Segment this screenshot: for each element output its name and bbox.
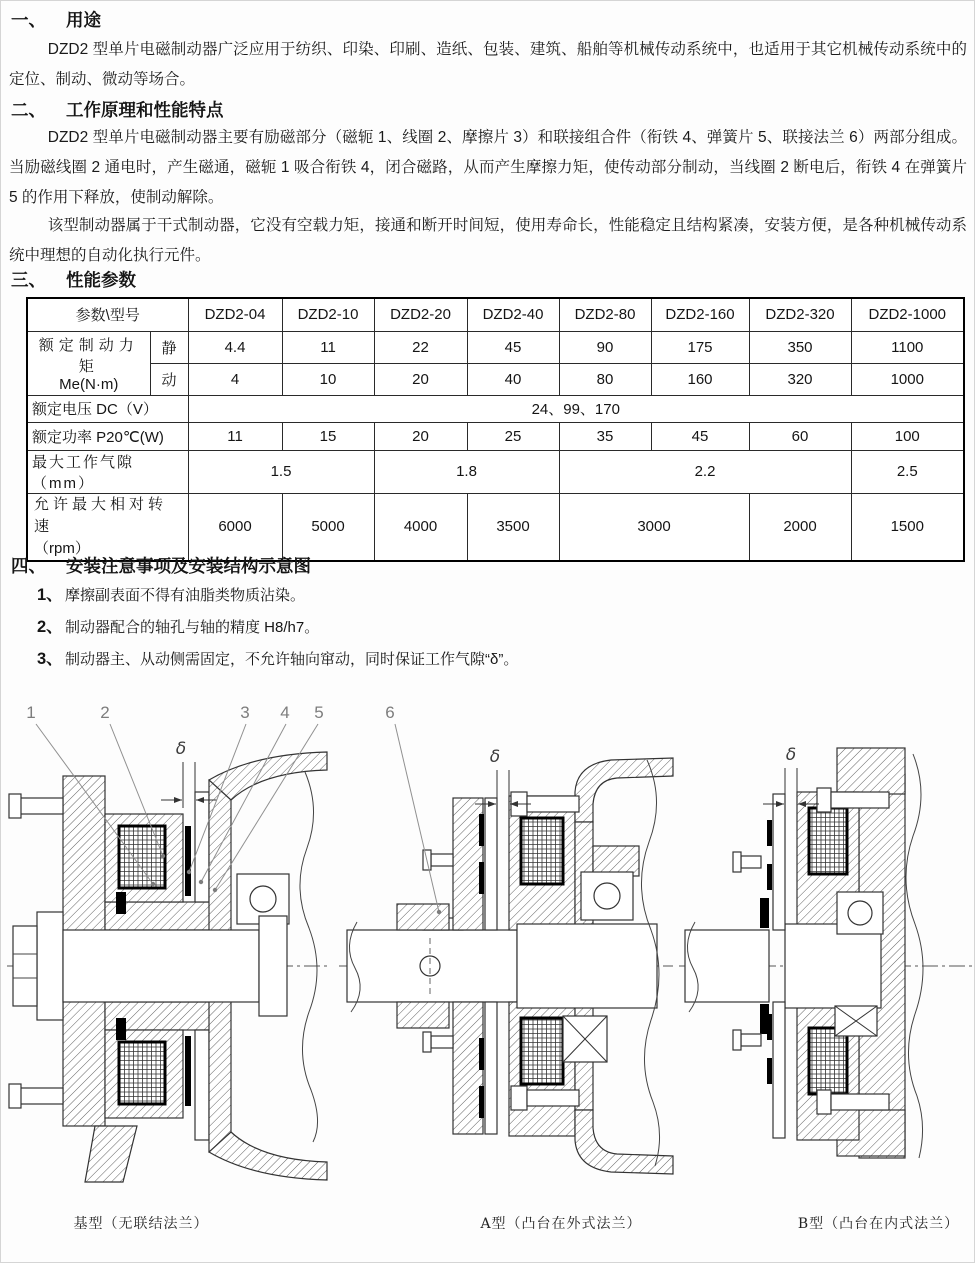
section-2-title: 工作原理和性能特点 [66, 100, 224, 120]
bolt-head [511, 1086, 527, 1110]
hub [517, 924, 657, 1008]
coil [119, 826, 165, 888]
friction-disc [767, 864, 772, 890]
section-2-heading [11, 97, 224, 122]
note-2-text: 制动器配合的轴孔与轴的精度 H8/h7。 [65, 619, 320, 636]
note-1-number: 1、 [37, 586, 63, 604]
voltage-row-label: 额定电压 DC（V） [27, 395, 188, 422]
power-value: 11 [188, 422, 282, 450]
leader-number-2: 2 [100, 703, 110, 722]
model-header: DZD2-40 [467, 298, 559, 331]
bolt [19, 1088, 63, 1104]
power-row-label: 额定功率 P20℃(W) [27, 422, 188, 450]
bolt [527, 1090, 579, 1106]
friction-disc [479, 1038, 484, 1070]
model-header: DZD2-160 [651, 298, 749, 331]
armature-plate [773, 1002, 785, 1138]
section-1-paragraph: DZD2 型单片电磁制动器广泛应用于纺织、印染、印刷、造纸、包装、建筑、船舶等机械传动系统中，也适用于其它机械传动系统中的定位、制动、微动等场合。 [9, 41, 967, 88]
speed-value: 4000 [374, 493, 467, 561]
dynamic-torque-value: 1000 [851, 363, 964, 395]
armature-plate [195, 792, 209, 902]
torque-label-line1: 额定制动力矩 [38, 336, 139, 375]
leader-number-5: 5 [314, 703, 324, 722]
bell-housing-top [575, 758, 673, 822]
speed-label-line1: 允许最大相对转速 [34, 495, 168, 535]
coupling-flange [453, 798, 483, 930]
bearing-ball [848, 901, 872, 925]
bolt [19, 798, 63, 814]
gap-row-label: 最大工作气隙（mm） [27, 450, 188, 493]
bolt [831, 1094, 889, 1110]
power-value: 25 [467, 422, 559, 450]
screw [741, 1034, 761, 1046]
screw [741, 856, 761, 868]
model-header: DZD2-1000 [851, 298, 964, 331]
model-header: DZD2-04 [188, 298, 282, 331]
screw [431, 1036, 453, 1048]
screw-head [423, 1032, 431, 1052]
break-line [906, 754, 923, 1158]
coil [521, 1018, 563, 1084]
coil [521, 818, 563, 884]
caption-a-type: A型（凸台在外式法兰） [480, 1216, 642, 1232]
friction-disc [185, 826, 191, 896]
install-note-2 [37, 613, 319, 637]
dynamic-torque-value: 80 [559, 363, 651, 395]
static-torque-value: 90 [559, 331, 651, 363]
shaft-collar [259, 916, 287, 1016]
section-4-title: 安装注意事项及安装结构示意图 [66, 556, 311, 576]
leader-number-6: 6 [385, 703, 395, 722]
note-3-text: 制动器主、从动侧需固定，不允许轴向窜动，同时保证工作气隙“δ”。 [65, 651, 519, 668]
bolt [831, 792, 889, 808]
dynamic-torque-value: 320 [749, 363, 851, 395]
section-2-paragraph-1: DZD2 型单片电磁制动器主要有励磁部分（磁轭 1、线圈 2、摩擦片 3）和联接组合件（衔铁 4、弹簧片 5、联接法兰 6）两部分组成。当励磁线圈 2 通电时，产生磁通，磁轭 1 吸合衔铁 4，闭合磁路，从而产生摩擦力矩，使传动部分制动，当线圈 2 断电后，衔铁 4 在弹簧片 5 的作用下释放，使制动解除。 [9, 129, 967, 206]
static-torque-value: 1100 [851, 331, 964, 363]
coil [809, 808, 847, 874]
dynamic-torque-value: 4 [188, 363, 282, 395]
model-header: DZD2-10 [282, 298, 374, 331]
friction-disc [479, 814, 484, 846]
flange-block-top [837, 748, 905, 794]
dynamic-torque-value: 10 [282, 363, 374, 395]
speed-value: 5000 [282, 493, 374, 561]
bolt-head [817, 788, 831, 812]
bolt-head [9, 1084, 21, 1108]
bolt [527, 796, 579, 812]
torque-pin [116, 892, 126, 914]
coil [809, 1028, 847, 1094]
note-2-number: 2、 [37, 618, 63, 636]
performance-parameters-table [26, 297, 965, 562]
speed-value: 1500 [851, 493, 964, 561]
torque-pin [116, 1018, 126, 1040]
section-1-number: 一、 [11, 10, 46, 30]
friction-disc [479, 1086, 484, 1118]
leader-number-3: 3 [240, 703, 250, 722]
speed-row-label [27, 493, 188, 561]
armature-plate [773, 794, 785, 930]
bolt-head [9, 794, 21, 818]
power-value: 20 [374, 422, 467, 450]
static-torque-value: 4.4 [188, 331, 282, 363]
coupling-flange [453, 1002, 483, 1134]
torque-row-label [27, 331, 150, 395]
diagram-a-type [335, 696, 677, 1208]
friction-disc [479, 862, 484, 894]
gap-value: 2.5 [851, 450, 964, 493]
washer [37, 912, 63, 1020]
flange-boss [397, 904, 449, 930]
section-4-heading [11, 553, 311, 578]
bearing-ball [594, 883, 620, 909]
speed-value: 2000 [749, 493, 851, 561]
gap-value: 2.2 [559, 450, 851, 493]
table-corner-header: 参数\型号 [27, 298, 188, 331]
shaft [63, 930, 259, 1002]
static-torque-value: 45 [467, 331, 559, 363]
dynamic-torque-value: 40 [467, 363, 559, 395]
static-torque-value: 175 [651, 331, 749, 363]
hex-head [13, 926, 37, 1006]
gap-value: 1.8 [374, 450, 559, 493]
note-1-text: 摩擦副表面不得有油脂类物质沾染。 [65, 587, 306, 604]
static-torque-value: 22 [374, 331, 467, 363]
delta-symbol: δ [489, 747, 501, 767]
coil [119, 1042, 165, 1104]
model-header: DZD2-20 [374, 298, 467, 331]
screw-head [733, 1030, 741, 1050]
screw-head [733, 852, 741, 872]
static-torque-value: 350 [749, 331, 851, 363]
speed-label-line2: （rpm） [34, 539, 90, 557]
section-2-paragraph-2: 该型制动器属于干式制动器，它没有空载力矩，接通和断开时间短，使用寿命长，性能稳定且结构紧凑，安装方便，是各种机械传动系统中理想的自动化执行元件。 [9, 217, 967, 264]
power-value: 35 [559, 422, 651, 450]
dynamic-torque-value: 20 [374, 363, 467, 395]
bolt-head [817, 1090, 831, 1114]
armature-plate [485, 1002, 497, 1134]
leader-number-1: 1 [26, 703, 36, 722]
section-1-title: 用途 [66, 10, 101, 30]
armature-plate [195, 1030, 209, 1140]
friction-disc [185, 1036, 191, 1106]
install-note-3 [37, 645, 518, 669]
speed-value: 6000 [188, 493, 282, 561]
caption-base-type: 基型（无联结法兰） [73, 1216, 209, 1232]
friction-disc [760, 898, 769, 928]
armature-plate [485, 798, 497, 930]
delta-symbol: δ [785, 745, 797, 765]
section-3-heading [11, 267, 136, 292]
power-value: 60 [749, 422, 851, 450]
section-1-heading [11, 7, 101, 32]
leader-number-4: 4 [280, 703, 290, 722]
speed-value: 3500 [467, 493, 559, 561]
power-value: 100 [851, 422, 964, 450]
diagram-base-type [3, 696, 335, 1208]
break-line [300, 772, 318, 1142]
diagram-b-type [677, 696, 975, 1208]
power-value: 45 [651, 422, 749, 450]
flange-boss [397, 1002, 449, 1028]
install-note-1 [37, 581, 305, 605]
section-3-number: 三、 [11, 270, 46, 290]
bell-housing-top [209, 752, 327, 800]
gap-value: 1.5 [188, 450, 374, 493]
static-torque-value: 11 [282, 331, 374, 363]
caption-b-type: B型（凸台在内式法兰） [797, 1216, 960, 1232]
dynamic-torque-value: 160 [651, 363, 749, 395]
screw [431, 854, 453, 866]
section-3-title: 性能参数 [66, 270, 136, 290]
model-header: DZD2-80 [559, 298, 651, 331]
voltage-value: 24、99、170 [188, 395, 964, 422]
speed-value: 3000 [559, 493, 749, 561]
delta-symbol: δ [175, 739, 187, 759]
bottom-leg [85, 1126, 137, 1182]
note-3-number: 3、 [37, 650, 63, 668]
friction-disc [767, 1014, 772, 1040]
static-sublabel: 静 [150, 331, 188, 363]
power-value: 15 [282, 422, 374, 450]
dynamic-sublabel: 动 [150, 363, 188, 395]
friction-disc [767, 1058, 772, 1084]
section-4-number: 四、 [11, 556, 46, 576]
bearing-ball [250, 886, 276, 912]
friction-disc [767, 820, 772, 846]
bell-housing-bottom [209, 1132, 327, 1180]
section-2-number: 二、 [11, 100, 46, 120]
hub [785, 924, 881, 1008]
model-header: DZD2-320 [749, 298, 851, 331]
torque-label-line2: Me(N·m) [59, 375, 119, 393]
